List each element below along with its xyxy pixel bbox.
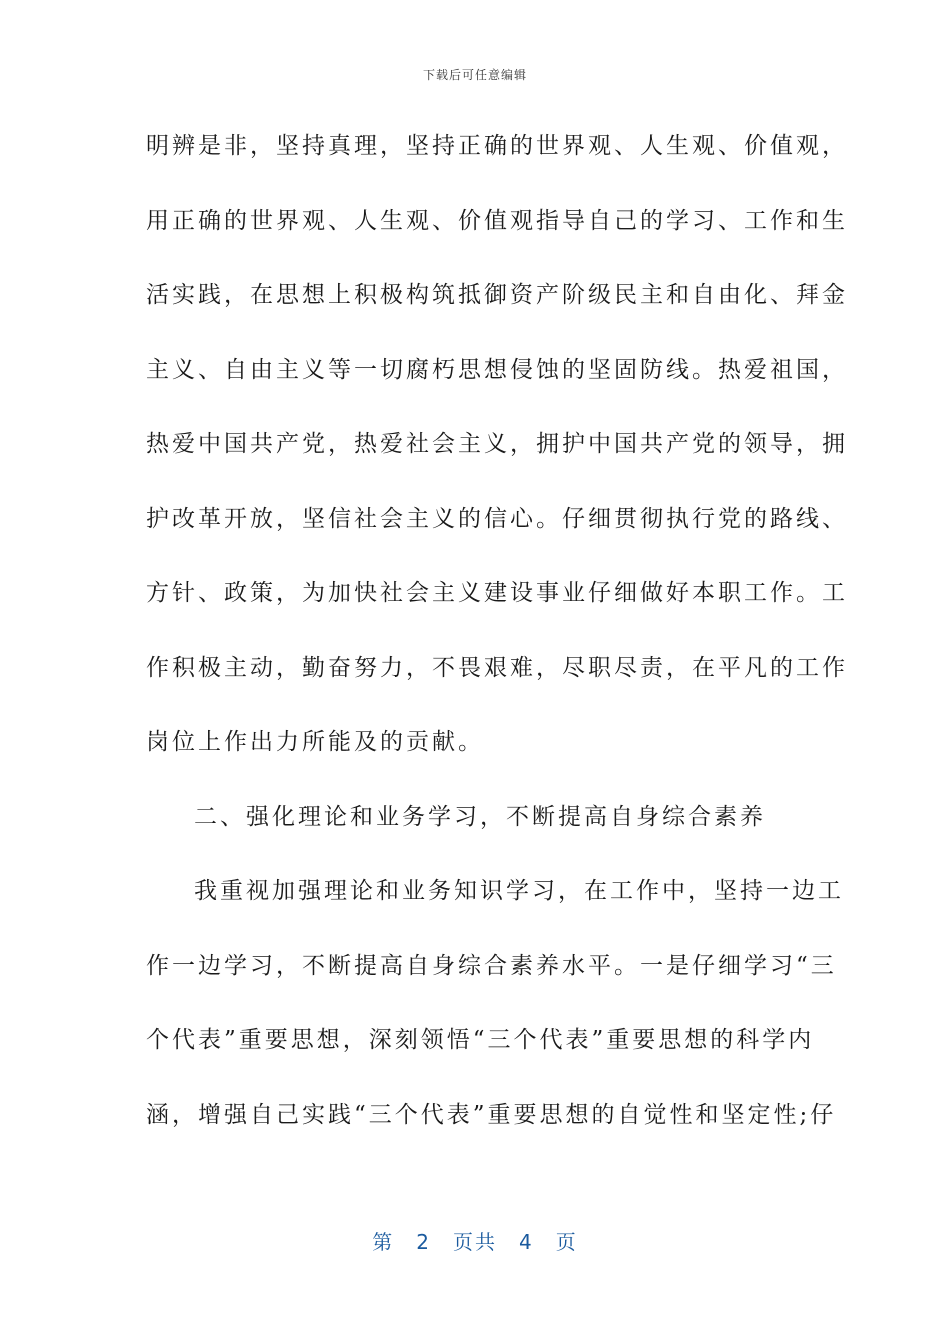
footer-middle: 页共 (453, 1230, 497, 1254)
body-line: 个代表”重要思想，深刻领悟“三个代表”重要思想的科学内 (146, 1027, 815, 1053)
body-line: 用正确的世界观、人生观、价值观指导自己的学习、工作和生 (146, 207, 848, 234)
body-line: 作一边学习，不断提高自身综合素养水平。一是仔细学习“三 (146, 952, 837, 979)
section-heading: 二、强化理论和业务学习，不断提高自身综合素养 (194, 803, 766, 830)
footer-suffix: 页 (555, 1230, 578, 1254)
footer-current-page: 2 (416, 1230, 431, 1254)
body-line: 明辨是非，坚持真理，坚持正确的世界观、人生观、价值观， (146, 133, 848, 159)
body-line: 涵，增强自己实践“三个代表”重要思想的自觉性和坚定性;仔 (146, 1101, 837, 1128)
body-line: 热爱中国共产党，热爱社会主义，拥护中国共产党的领导，拥 (146, 431, 848, 457)
document-body (146, 126, 848, 1169)
body-line: 主义、自由主义等一切腐朽思想侵蚀的坚固防线。热爱祖国， (146, 356, 848, 383)
body-line: 作积极主动，勤奋努力，不畏艰难，尽职尽责，在平凡的工作 (146, 654, 848, 681)
body-line: 岗位上作出力所能及的贡献。 (146, 729, 484, 755)
body-line: 护改革开放，坚信社会主义的信心。仔细贯彻执行党的路线、 (146, 505, 848, 532)
page-header-note: 下载后可任意编辑 (422, 68, 527, 82)
footer-total-pages: 4 (519, 1230, 534, 1254)
footer-prefix: 第 (372, 1230, 395, 1254)
body-line: 方针、政策，为加快社会主义建设事业仔细做好本职工作。工 (146, 580, 848, 606)
body-line: 活实践，在思想上积极构筑抵御资产阶级民主和自由化、拜金 (146, 282, 848, 308)
body-line: 我重视加强理论和业务知识学习，在工作中，坚持一边工 (194, 878, 844, 904)
page-footer (0, 1226, 950, 1255)
